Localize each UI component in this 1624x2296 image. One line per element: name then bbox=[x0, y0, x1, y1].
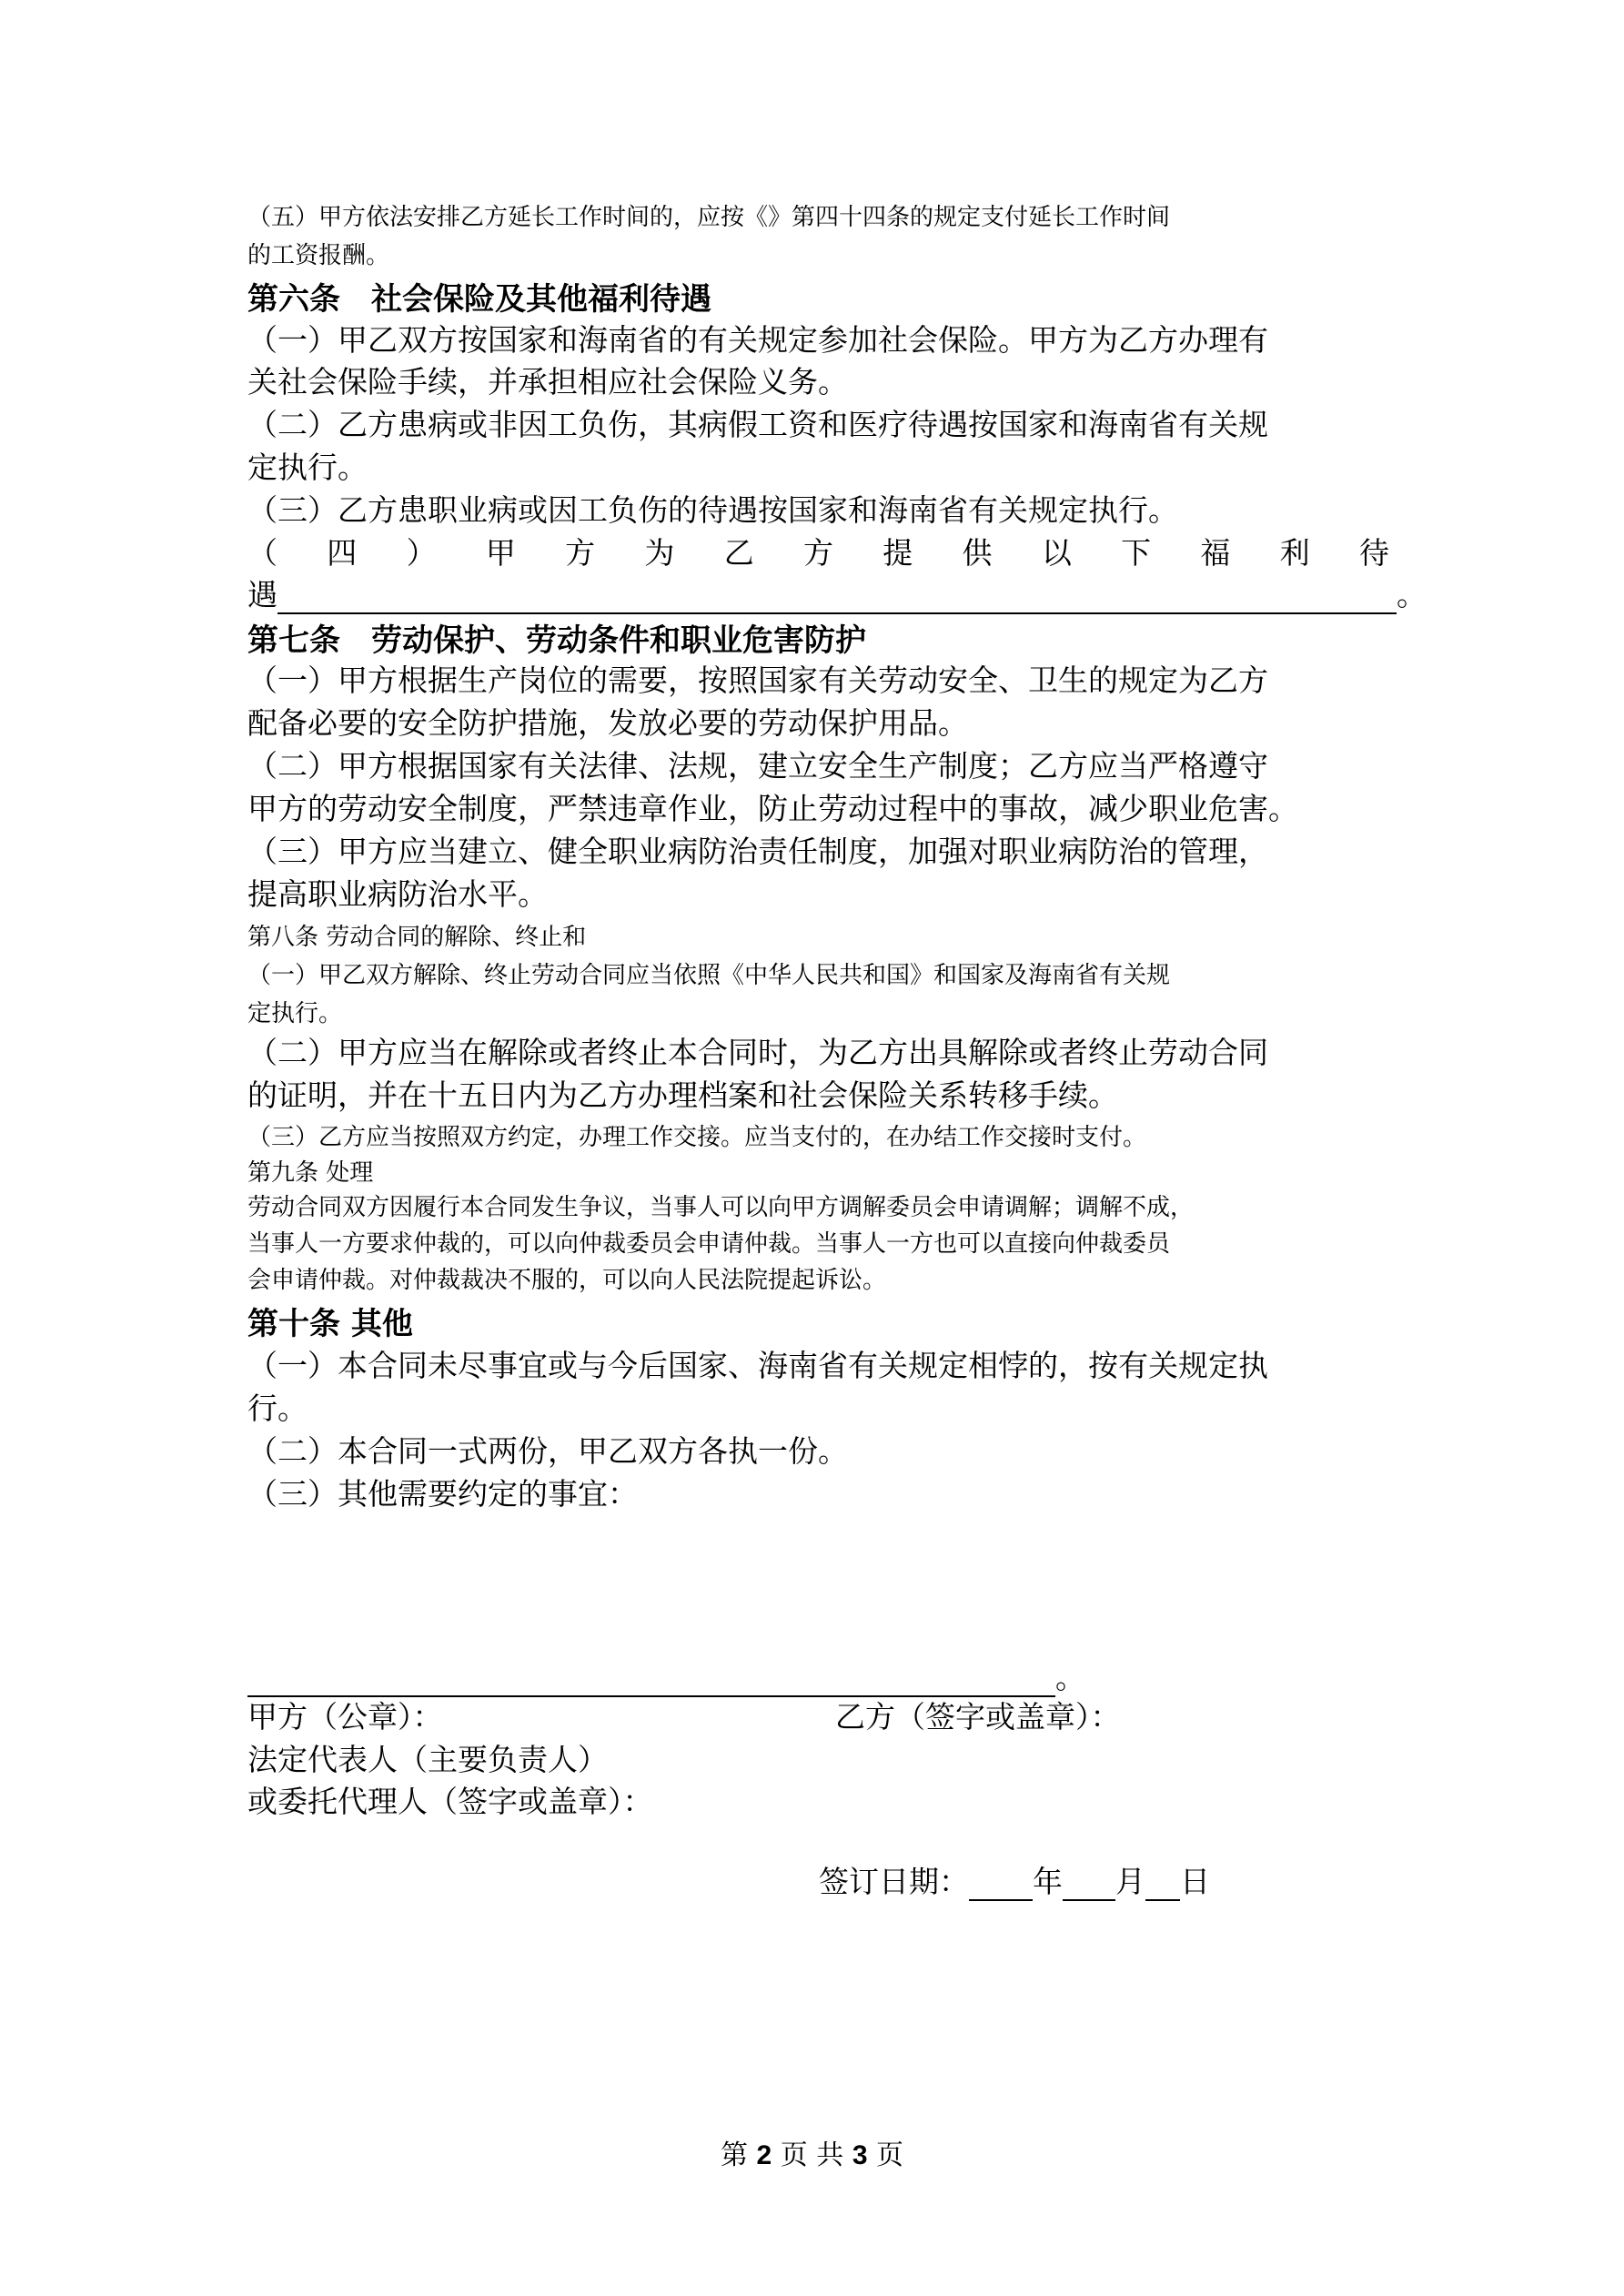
other-matters-blank-field[interactable] bbox=[247, 1660, 1055, 1697]
article9-heading: 第九条 处理 bbox=[247, 1159, 374, 1187]
article8-item3: （三）乙方应当按照双方约定，办理工作交接。应当支付的，在办结工作交接时支付。 bbox=[247, 1124, 1147, 1151]
article7-heading: 第七条 劳动保护、劳动条件和职业危害防护 bbox=[247, 622, 866, 659]
article6-item3: （三）乙方患职业病或因工负伤的待遇按国家和海南省有关规定执行。 bbox=[247, 492, 1178, 528]
article9-para-line3: 会申请仲裁。对仲裁裁决不服的，可以向人民法院提起诉讼。 bbox=[247, 1267, 887, 1294]
article7-item3-line2: 提高职业病防治水平。 bbox=[247, 876, 548, 912]
signing-date bbox=[819, 1858, 1210, 1901]
article8-heading: 第八条 劳动合同的解除、终止和 bbox=[247, 924, 587, 951]
signing-date-label: 签订日期： bbox=[819, 1864, 969, 1899]
article6-item4-line2 bbox=[247, 571, 1427, 614]
day-blank-field[interactable] bbox=[1145, 1864, 1180, 1901]
other-matters-blank bbox=[247, 1654, 1085, 1697]
article9-para-line1: 劳动合同双方因履行本合同发生争议，当事人可以向甲方调解委员会申请调解；调解不成， bbox=[247, 1194, 1195, 1221]
article6-item4-line1 bbox=[247, 530, 1389, 572]
legal-representative-label: 法定代表人（主要负责人） bbox=[247, 1742, 608, 1777]
spread-char: 待 bbox=[1358, 535, 1389, 571]
article8-item1-line1: （一）甲乙双方解除、终止劳动合同应当依照《中华人民共和国》和国家及海南省有关规 bbox=[247, 962, 1171, 989]
article6-item2-line1: （二）乙方患病或非因工负伤，其病假工资和医疗待遇按国家和海南省有关规 bbox=[247, 407, 1268, 442]
spread-char: 利 bbox=[1279, 535, 1310, 571]
article8-item2-line2: 的证明，并在十五日内为乙方办理档案和社会保险关系转移手续。 bbox=[247, 1077, 1118, 1113]
spread-char: ） bbox=[406, 535, 437, 571]
current-page-number: 2 bbox=[756, 2140, 772, 2170]
footer-middle: 页 共 bbox=[780, 2139, 844, 2171]
spread-char: 供 bbox=[962, 535, 993, 571]
article7-item3-line1: （三）甲方应当建立、健全职业病防治责任制度，加强对职业病防治的管理， bbox=[247, 834, 1268, 869]
spread-char: 甲 bbox=[485, 535, 516, 571]
spread-char: 以 bbox=[1041, 535, 1072, 571]
spread-char: 乙 bbox=[723, 535, 754, 571]
month-label: 月 bbox=[1115, 1864, 1145, 1899]
benefits-end: 。 bbox=[1397, 577, 1427, 612]
year-label: 年 bbox=[1033, 1864, 1063, 1899]
spread-char: 提 bbox=[883, 535, 913, 571]
party-a-label: 甲方（公章）： bbox=[247, 1699, 443, 1735]
article6-item1-line1: （一）甲乙双方按国家和海南省的有关规定参加社会保险。甲方为乙方办理有 bbox=[247, 322, 1268, 358]
month-blank-field[interactable] bbox=[1063, 1864, 1115, 1901]
other-matters-end: 。 bbox=[1055, 1660, 1085, 1695]
item5-line1: （五）甲方依法安排乙方延长工作时间的，应按《》第四十四条的规定支付延长工作时间 bbox=[247, 204, 1171, 231]
article6-heading: 第六条 社会保险及其他福利待遇 bbox=[247, 281, 711, 318]
article10-item3: （三）其他需要约定的事宜： bbox=[247, 1476, 638, 1512]
article7-item1-line2: 配备必要的安全防护措施，发放必要的劳动保护用品。 bbox=[247, 705, 968, 741]
article10-item1-line2: 行。 bbox=[247, 1391, 308, 1426]
day-label: 日 bbox=[1180, 1864, 1210, 1899]
spread-char: （ bbox=[247, 535, 277, 571]
spread-char: 福 bbox=[1200, 535, 1231, 571]
benefits-blank-field[interactable] bbox=[277, 577, 1397, 614]
article6-item2-line2: 定执行。 bbox=[247, 450, 368, 485]
footer-suffix: 页 bbox=[876, 2139, 904, 2171]
article10-heading: 第十条 其他 bbox=[247, 1306, 413, 1342]
article8-item1-line2: 定执行。 bbox=[247, 1000, 343, 1027]
item5-line2: 的工资报酬。 bbox=[247, 242, 390, 269]
benefits-label: 遇 bbox=[247, 577, 277, 612]
article6-item1-line2: 关社会保险手续，并承担相应社会保险义务。 bbox=[247, 364, 848, 400]
agent-label: 或委托代理人（签字或盖章）： bbox=[247, 1784, 653, 1819]
spread-char: 四 bbox=[327, 535, 358, 571]
article7-item2-line2: 甲方的劳动安全制度，严禁违章作业，防止劳动过程中的事故，减少职业危害。 bbox=[247, 791, 1298, 826]
article7-item1-line1: （一）甲方根据生产岗位的需要，按照国家有关劳动安全、卫生的规定为乙方 bbox=[247, 663, 1268, 698]
footer-prefix: 第 bbox=[720, 2139, 748, 2171]
article7-item2-line1: （二）甲方根据国家有关法律、法规，建立安全生产制度；乙方应当严格遵守 bbox=[247, 748, 1268, 784]
total-pages-number: 3 bbox=[852, 2140, 868, 2170]
spread-char: 下 bbox=[1121, 535, 1152, 571]
spread-char: 方 bbox=[565, 535, 596, 571]
article8-item2-line1: （二）甲方应当在解除或者终止本合同时，为乙方出具解除或者终止劳动合同 bbox=[247, 1035, 1268, 1070]
party-b-label: 乙方（签字或盖章）： bbox=[835, 1699, 1121, 1735]
year-blank-field[interactable] bbox=[969, 1864, 1033, 1901]
article10-item1-line1: （一）本合同未尽事宜或与今后国家、海南省有关规定相悖的，按有关规定执 bbox=[247, 1348, 1268, 1383]
page-footer bbox=[0, 2132, 1624, 2172]
article10-item2: （二）本合同一式两份，甲乙双方各执一份。 bbox=[247, 1433, 848, 1469]
article9-para-line2: 当事人一方要求仲裁的，可以向仲裁委员会申请仲裁。当事人一方也可以直接向仲裁委员 bbox=[247, 1230, 1171, 1258]
spread-char: 方 bbox=[802, 535, 833, 571]
spread-char: 为 bbox=[644, 535, 675, 571]
